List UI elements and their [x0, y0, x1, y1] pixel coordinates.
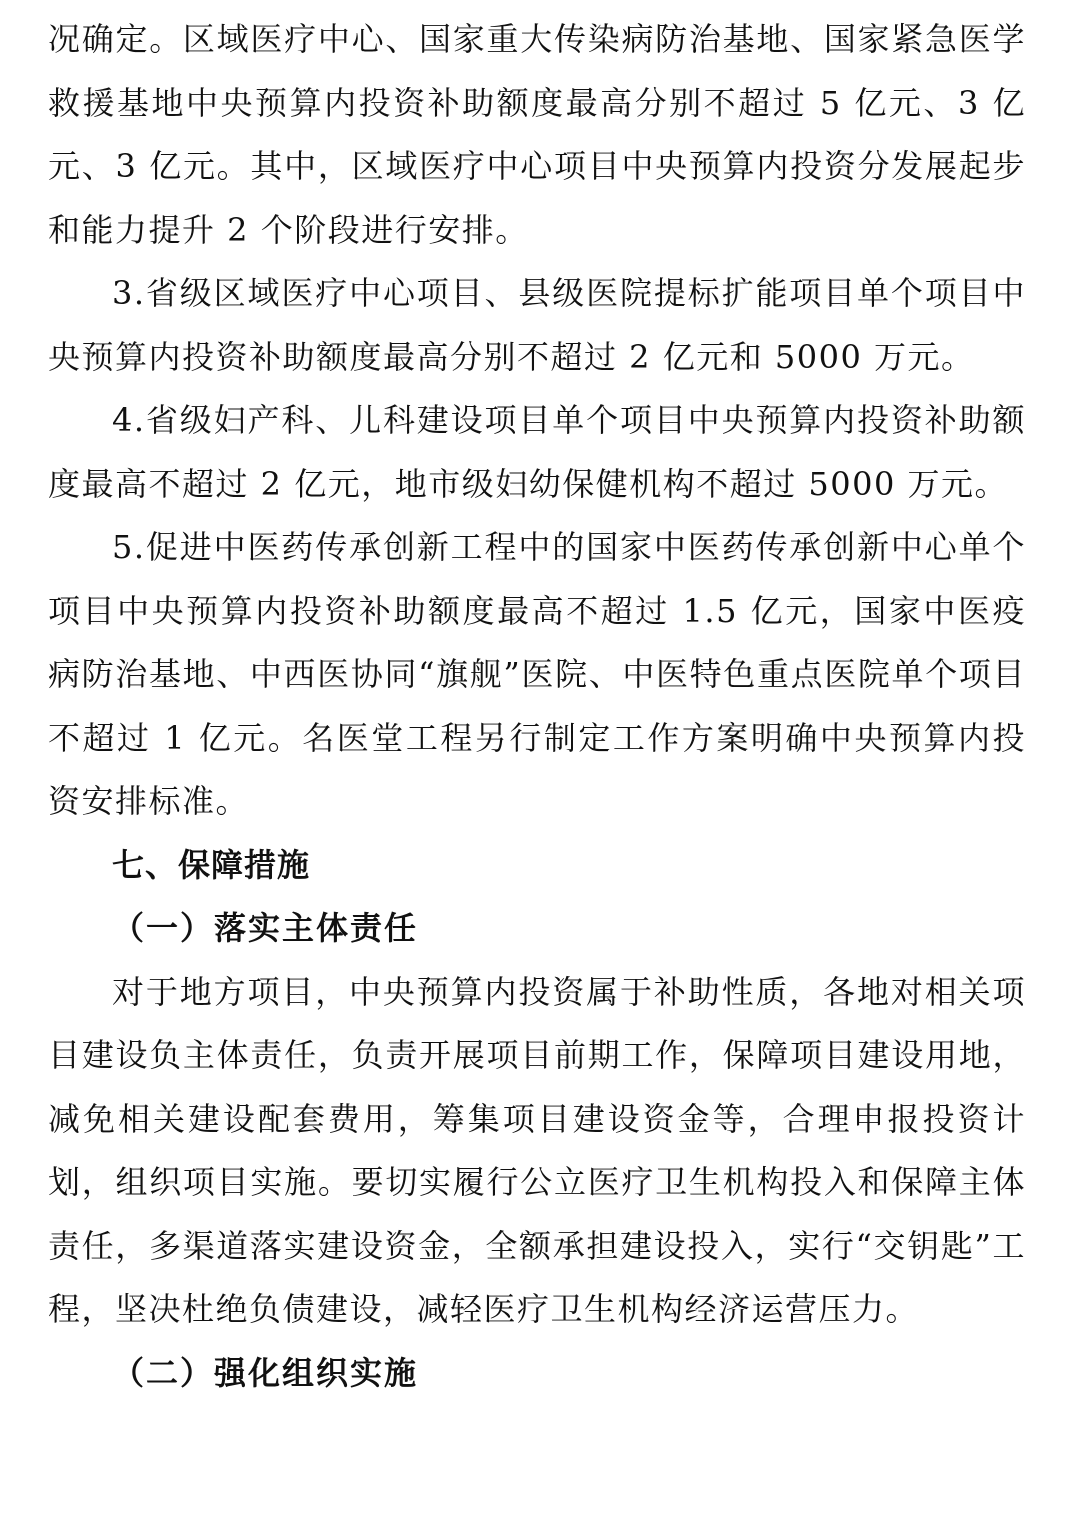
paragraph-local-projects: 对于地方项目，中央预算内投资属于补助性质，各地对相关项目建设负主体责任，负责开展项目前期工作，保障项目建设用地，减免相关建设配套费用，筹集项目建设资金等，合理申报投资计划，组织项目实施。要切实履行公立医疗卫生机构投入和保障主体责任，多渠道落实建设资金，全额承担建设投入，实行“交钥匙”工程，坚决杜绝负债建设，减轻医疗卫生机构经济运营压力。: [48, 972, 1026, 1328]
subheading-organize-implementation: （二）强化组织实施: [112, 1353, 419, 1392]
paragraph-item-5: 5.促进中医药传承创新工程中的国家中医药传承创新中心单个项目中央预算内投资补助额度最高不超过 1.5 亿元，国家中医疫病防治基地、中西医协同“旗舰”医院、中医特色重点医院单个项目不超过 1 亿元。名医堂工程另行制定工作方案明确中央预算内投资安排标准。: [48, 528, 1026, 820]
paragraph-item-3: 3.省级区域医疗中心项目、县级医院提标扩能项目单个项目中央预算内投资补助额度最高分别不超过 2 亿元和 5000 万元。: [48, 274, 1026, 376]
document-page: [48, 8, 1026, 1405]
subheading-main-responsibility: （一）落实主体责任: [112, 909, 419, 947]
paragraph-item-4: 4.省级妇产科、儿科建设项目单个项目中央预算内投资补助额度最高不超过 2 亿元，地市级妇幼保健机构不超过 5000 万元。: [48, 401, 1026, 503]
paragraph-regional-center-limits: 况确定。区域医疗中心、国家重大传染病防治基地、国家紧急医学救援基地中央预算内投资补助额度最高分别不超过 5 亿元、3 亿元、3 亿元。其中，区域医疗中心项目中央预算内投资分发展起步和能力提升 2 个阶段进行安排。: [48, 20, 1026, 249]
section-heading-safeguards: 七、保障措施: [112, 845, 311, 884]
